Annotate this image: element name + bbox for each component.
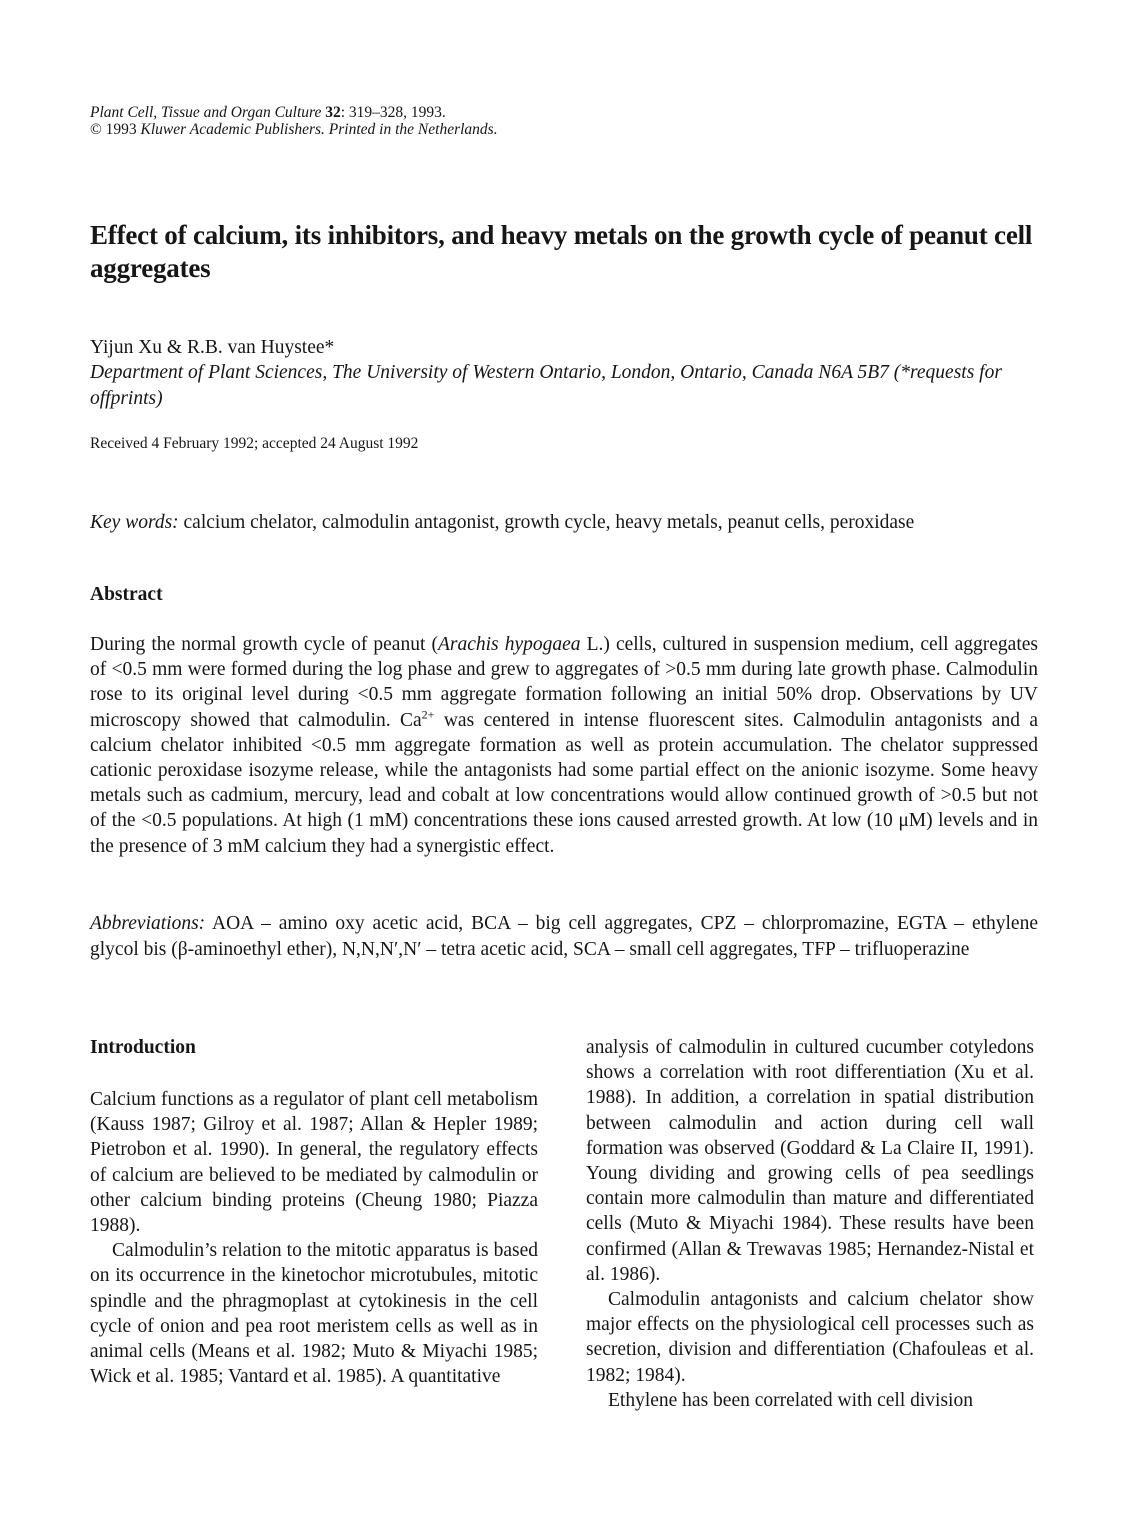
intro-paragraph-2: Calmodulin’s relation to the mitotic apparatus is based on its occurrence in the kinetochor microtubules, mitotic spindle and the phragmoplast at cytokinesis in the cell cycle of onion and pea root meristem cells as well as in animal cells (Means et al. 1982; Muto & Miyachi 1985; Wick et al. 1985; Vantard et al. 1985). A quantitative	[90, 1240, 538, 1388]
received-dates: Received 4 February 1992; accepted 24 August 1992	[90, 435, 419, 452]
intro-paragraph-5: Ethylene has been correlated with cell division	[608, 1389, 973, 1411]
copyright-line	[90, 121, 498, 138]
journal-line	[90, 104, 498, 121]
keywords-label: Key words:	[90, 512, 179, 533]
species-name: Arachis hypogaea	[437, 634, 581, 655]
journal-citation	[90, 104, 498, 138]
intro-paragraph-3: analysis of calmodulin in cultured cucumber cotyledons shows a correlation with root differentiation (Xu et al. 1988). In addition, a correlation in spatial distribution between calmodulin and action during cell wall formation was observed (Goddard & La Claire II, 1991). Young dividing and growing cells of pea seedlings contain more calmodulin than mature and differentiated cells (Muto & Miyachi 1984). These results have been confirmed (Allan & Trewavas 1985; Hernandez-Nistal et al. 1986).	[586, 1037, 1034, 1285]
intro-paragraph-1: Calcium functions as a regulator of plant cell metabolism (Kauss 1987; Gilroy et al. 1987; Allan & Hepler 1989; Pietrobon et al. 1990). In general, the regulatory effects of calcium are believed to be mediated by calmodulin or other calcium binding proteins (Cheung 1980; Piazza 1988).	[90, 1089, 538, 1237]
journal-volume: 32	[325, 104, 341, 121]
abstract-heading: Abstract	[90, 584, 163, 605]
abstract-part-1: During the normal growth cycle of peanut (	[90, 634, 438, 655]
calcium-charge: 2+	[421, 707, 435, 722]
abbreviations-text: AOA – amino oxy acetic acid, BCA – big cell aggregates, CPZ – chlorpromazine, EGTA – ethylene glycol bis (β-aminoethyl ether), N,N,N′,N′ – tetra acetic acid, SCA – small cell aggregates, TFP – trifluoperazine	[90, 913, 1038, 960]
right-column	[586, 1035, 1034, 1413]
authors: Yijun Xu & R.B. van Huystee*	[90, 337, 335, 358]
abstract-text	[90, 632, 1038, 859]
abstract-part-3: was centered in intense fluorescent sites. Calmodulin antagonists and a calcium chelator inhibited <0.5 mm aggregate formation as well as protein accumulation. The chelator suppressed cationic peroxidase isozyme release, while the antagonists had some partial effect on the anionic isozyme. Some heavy metals such as cadmium, mercury, lead and cobalt at low concentrations would allow continued growth of >0.5 but not of the <0.5 populations. At high (1 mM) concentrations these ions caused arrested growth. At low (10 μM) levels and in the presence of 3 mM calcium they had a synergistic effect.	[90, 709, 1039, 857]
publisher: Kluwer Academic Publishers. Printed in the Netherlands.	[140, 121, 498, 138]
introduction-heading: Introduction	[90, 1037, 196, 1058]
abbreviations	[90, 911, 1038, 963]
article-title: Effect of calcium, its inhibitors, and heavy metals on the growth cycle of peanut cell aggregates	[90, 220, 1033, 283]
intro-paragraph-4: Calmodulin antagonists and calcium chelator show major effects on the physiological cell processes such as secretion, division and differentiation (Chafouleas et al. 1982; 1984).	[586, 1289, 1034, 1386]
journal-pages-year: : 319–328, 1993.	[340, 104, 446, 121]
keywords	[90, 510, 1038, 536]
copyright-year: 1993	[105, 121, 137, 138]
copyright-symbol: ©	[90, 121, 102, 138]
affiliation: Department of Plant Sciences, The University of Western Ontario, London, Ontario, Canada N6A 5B7 (*requests for offprints)	[90, 362, 1002, 409]
abbreviations-label: Abbreviations:	[90, 913, 206, 934]
journal-name: Plant Cell, Tissue and Organ Culture	[90, 104, 322, 121]
abstract-part-2: L.) cells, cultured in suspension medium, cell aggregates of <0.5 mm were formed during the log phase and grew to aggregates of >0.5 mm during late growth phase. Calmodulin rose to its original level during <0.5 mm aggregate formation following an initial 50% drop. Observations by UV microscopy showed that calmodulin. Ca	[90, 634, 1038, 731]
left-column	[90, 1087, 538, 1389]
keywords-text: calcium chelator, calmodulin antagonist, growth cycle, heavy metals, peanut cells, peroxidase	[183, 512, 915, 533]
